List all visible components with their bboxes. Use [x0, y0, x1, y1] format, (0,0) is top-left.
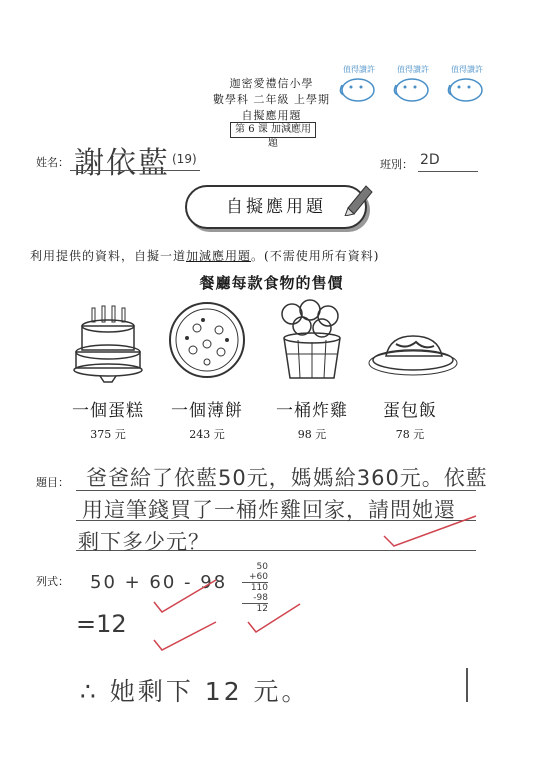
food-name: 一個薄餅	[171, 401, 243, 421]
food-name: 一個蛋糕	[72, 401, 144, 421]
stamp-text: 值得讚許	[343, 65, 375, 74]
food-price: 243 元	[189, 428, 225, 441]
subject-line: 數學科 二年級 上學期	[213, 93, 330, 106]
dog-stamp-icon	[444, 63, 490, 109]
stamp-text: 值得讚許	[397, 65, 429, 74]
equation-expression: 50 + 60 - 98	[90, 572, 228, 593]
praise-stamp	[444, 63, 490, 109]
dog-stamp-icon	[390, 63, 436, 109]
margin-mark	[466, 668, 468, 702]
student-name: 謝依藍	[74, 146, 170, 181]
question-text-line: 爸爸給了依藍50元，媽媽給360元。依藍	[86, 466, 488, 490]
answer-text: ∴ 她剩下 12 元。	[80, 677, 310, 706]
check-mark-icon	[244, 600, 304, 636]
pencil-icon	[340, 180, 376, 216]
instructions: 利用提供的資料，自擬一道加減應用題。(不需使用所有資料)	[30, 249, 380, 263]
class-number: (19)	[172, 152, 197, 166]
food-name: 一桶炸雞	[276, 401, 348, 421]
class-label: 班別：	[380, 158, 413, 171]
class-underline	[418, 171, 478, 172]
check-mark-icon	[150, 576, 220, 616]
school-name: 迦密愛禮信小學	[229, 77, 314, 90]
class-value: 2D	[420, 152, 440, 168]
cake-icon	[70, 304, 146, 384]
food-name: 蛋包飯	[383, 401, 437, 421]
equation-label: 列式：	[36, 575, 69, 588]
lesson-box: 第 6 课 加減應用題	[230, 122, 316, 138]
topic-line: 自擬應用題	[241, 109, 302, 122]
question-text-line: 用這筆錢買了一桶炸雞回家，請問她還	[82, 498, 456, 522]
pizza-icon	[167, 300, 247, 380]
praise-stamp	[336, 63, 382, 109]
instruction-highlight: 加減應用題	[186, 249, 252, 263]
question-label: 題目：	[36, 476, 69, 489]
praise-stamp	[390, 63, 436, 109]
menu-title: 餐廳每款食物的售價	[199, 274, 344, 292]
food-price: 98 元	[297, 428, 327, 441]
name-label: 姓名：	[36, 156, 69, 169]
food-price: 78 元	[395, 428, 425, 441]
dog-stamp-icon	[336, 63, 382, 109]
equation-result: =12	[76, 610, 127, 638]
fried-chicken-icon	[274, 298, 350, 384]
name-underline	[70, 170, 200, 171]
vertical-calculation: 50 +60 110 -98 12	[242, 562, 268, 614]
section-title: 自擬應用題	[185, 185, 367, 229]
food-price: 375 元	[90, 428, 126, 441]
check-mark-icon	[150, 618, 220, 654]
omelette-rice-icon	[368, 330, 458, 380]
stamp-text: 值得讚許	[451, 65, 483, 74]
question-text-line: 剩下多少元？	[78, 530, 210, 554]
check-mark-icon	[380, 512, 480, 552]
